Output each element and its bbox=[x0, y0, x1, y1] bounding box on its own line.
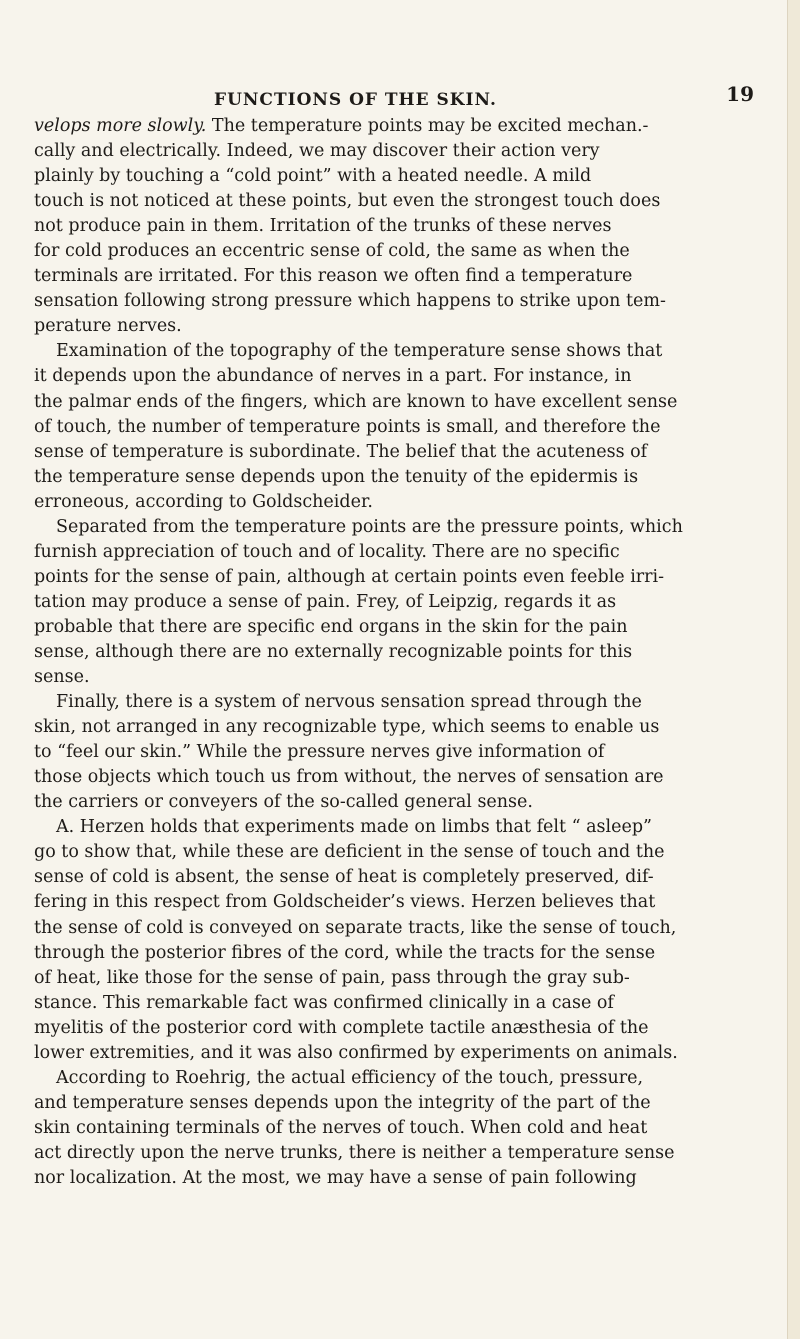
line-text: Examination of the topography of the temperature sense shows that bbox=[56, 341, 663, 362]
text-line bbox=[34, 565, 752, 590]
line-text: furnish appreciation of touch and of locality. There are no specific bbox=[34, 541, 620, 562]
book-page bbox=[34, 0, 754, 1339]
line-text: the temperature sense depends upon the tenuity of the epidermis is bbox=[34, 466, 639, 487]
line-text: touch is not noticed at these points, but even the strongest touch does bbox=[34, 191, 661, 212]
text-line bbox=[34, 765, 752, 790]
text-line bbox=[34, 640, 752, 665]
line-text: cally and electrically. Indeed, we may discover their action very bbox=[34, 141, 600, 162]
text-line bbox=[34, 840, 752, 865]
line-text: act directly upon the nerve trunks, there is neither a temperature sense bbox=[34, 1142, 675, 1163]
text-line bbox=[34, 490, 752, 515]
line-text: skin, not arranged in any recognizable type, which seems to enable us bbox=[34, 717, 660, 738]
text-line bbox=[34, 239, 752, 264]
text-line bbox=[34, 339, 752, 364]
line-text: probable that there are specific end organs in the skin for the pain bbox=[34, 616, 628, 637]
line-text: terminals are irritated. For this reason we often find a temperature bbox=[34, 266, 633, 287]
line-text: sense of cold is absent, the sense of heat is completely preserved, dif- bbox=[34, 867, 654, 888]
text-line bbox=[34, 515, 752, 540]
text-line bbox=[34, 966, 752, 991]
line-text: sense. bbox=[34, 667, 90, 688]
text-line bbox=[34, 790, 752, 815]
text-line bbox=[34, 164, 752, 189]
page-header-title: FUNCTIONS OF THE SKIN. bbox=[214, 90, 497, 110]
line-text: sense of temperature is subordinate. The belief that the acuteness of bbox=[34, 441, 648, 462]
page-number: 19 bbox=[726, 82, 754, 106]
line-text: the carriers or conveyers of the so-called general sense. bbox=[34, 792, 533, 813]
line-text: plainly by touching a “cold point” with a heated needle. A mild bbox=[34, 166, 592, 187]
line-text: not produce pain in them. Irritation of the trunks of these nerves bbox=[34, 216, 612, 237]
text-line bbox=[34, 1091, 752, 1116]
text-line bbox=[34, 916, 752, 941]
line-text: skin containing terminals of the nerves of touch. When cold and heat bbox=[34, 1117, 648, 1138]
line-text: myelitis of the posterior cord with complete tactile anæsthesia of the bbox=[34, 1017, 649, 1038]
text-line bbox=[34, 590, 752, 615]
text-line bbox=[34, 1066, 752, 1091]
text-line bbox=[34, 314, 752, 339]
text-line bbox=[34, 665, 752, 690]
text-line bbox=[34, 289, 752, 314]
line-text: erroneous, according to Goldscheider. bbox=[34, 491, 373, 512]
line-text: stance. This remarkable fact was confirmed clinically in a case of bbox=[34, 992, 614, 1013]
text-line bbox=[34, 615, 752, 640]
line-text: tation may produce a sense of pain. Frey, of Leipzig, regards it as bbox=[34, 591, 617, 612]
text-line bbox=[34, 865, 752, 890]
line-text: sensation following strong pressure which happens to strike upon tem- bbox=[34, 291, 666, 312]
text-line bbox=[34, 364, 752, 389]
text-line bbox=[34, 1116, 752, 1141]
text-line bbox=[34, 1016, 752, 1041]
running-head bbox=[34, 82, 754, 110]
text-line bbox=[34, 465, 752, 490]
text-line bbox=[34, 540, 752, 565]
text-line bbox=[34, 991, 752, 1016]
text-line bbox=[34, 390, 752, 415]
text-line bbox=[34, 1041, 752, 1066]
line-text: fering in this respect from Goldscheider’s views. Herzen believes that bbox=[34, 892, 656, 913]
line-text: of touch, the number of temperature points is small, and therefore the bbox=[34, 416, 661, 437]
text-line bbox=[34, 214, 752, 239]
text-line bbox=[34, 815, 752, 840]
text-line bbox=[34, 1166, 752, 1191]
text-line bbox=[34, 1141, 752, 1166]
line-text: Finally, there is a system of nervous sensation spread through the bbox=[56, 692, 642, 713]
text-line bbox=[34, 114, 752, 139]
line-text: to “feel our skin.” While the pressure nerves give information of bbox=[34, 742, 605, 763]
text-line bbox=[34, 440, 752, 465]
line-text: perature nerves. bbox=[34, 316, 182, 337]
text-line bbox=[34, 189, 752, 214]
line-text: through the posterior fibres of the cord, while the tracts for the sense bbox=[34, 942, 656, 963]
text-line bbox=[34, 690, 752, 715]
line-text: lower extremities, and it was also confirmed by experiments on animals. bbox=[34, 1042, 678, 1063]
line-text: Separated from the temperature points are the pressure points, which bbox=[56, 516, 683, 537]
line-text: and temperature senses depends upon the integrity of the part of the bbox=[34, 1092, 651, 1113]
line-text: nor localization. At the most, we may have a sense of pain following bbox=[34, 1167, 637, 1188]
text-line bbox=[34, 139, 752, 164]
line-text: The temperature points may be excited mechan.- bbox=[206, 116, 649, 136]
italic-text: velops more slowly. bbox=[34, 116, 207, 136]
text-line bbox=[34, 415, 752, 440]
text-line bbox=[34, 890, 752, 915]
line-text: of heat, like those for the sense of pain, pass through the gray sub- bbox=[34, 967, 630, 988]
line-text: A. Herzen holds that experiments made on limbs that felt “ asleep” bbox=[56, 817, 652, 838]
line-text: those objects which touch us from without, the nerves of sensation are bbox=[34, 767, 664, 788]
line-text: the palmar ends of the fingers, which are known to have excellent sense bbox=[34, 391, 678, 412]
text-line bbox=[34, 715, 752, 740]
text-line bbox=[34, 740, 752, 765]
line-text: the sense of cold is conveyed on separate tracts, like the sense of touch, bbox=[34, 917, 677, 938]
line-text: go to show that, while these are deficient in the sense of touch and the bbox=[34, 842, 665, 863]
line-text: points for the sense of pain, although at certain points even feeble irri- bbox=[34, 566, 665, 587]
text-line bbox=[34, 264, 752, 289]
text-line bbox=[34, 941, 752, 966]
line-text: it depends upon the abundance of nerves in a part. For instance, in bbox=[34, 366, 632, 387]
line-text: sense, although there are no externally recognizable points for this bbox=[34, 641, 633, 662]
page-edge bbox=[787, 0, 800, 1339]
line-text: According to Roehrig, the actual efficiency of the touch, pressure, bbox=[56, 1067, 644, 1088]
line-text: for cold produces an eccentric sense of cold, the same as when the bbox=[34, 241, 630, 262]
body-text bbox=[34, 114, 752, 1191]
